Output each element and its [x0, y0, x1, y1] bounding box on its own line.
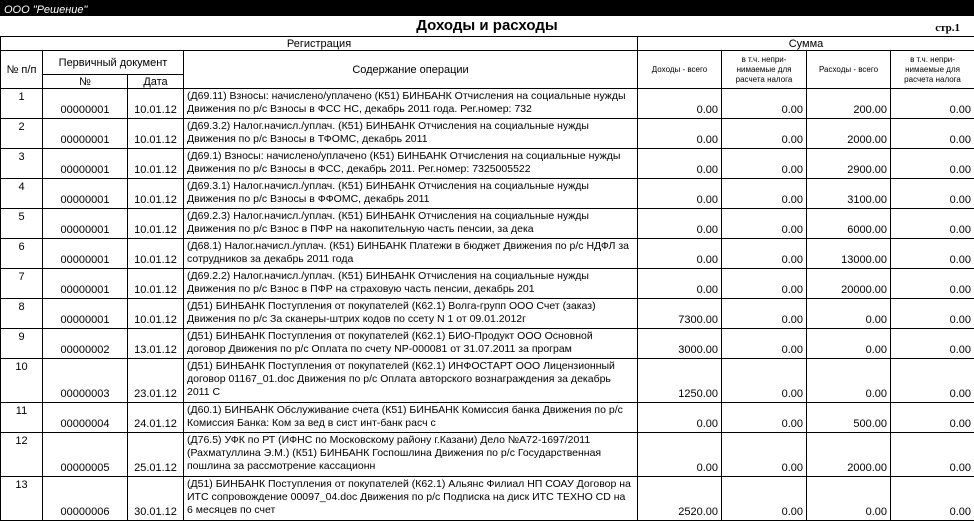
operation-description: (Д69.2.3) Налог.начисл./уплач. (К51) БИНБАНК Отчисления на социальные нужды Движения по р/с Взнос в ПФР на накопительную часть пенсии, за дека [184, 209, 638, 239]
header-expense-nonaccepted: в т.ч. непри- нимаемые для расчета налога [891, 51, 974, 89]
header-content: Содержание операции [184, 51, 638, 89]
income-nonaccepted: 0.00 [722, 149, 807, 179]
income-nonaccepted: 0.00 [722, 299, 807, 329]
table-row [1, 209, 974, 239]
doc-number: 00000005 [43, 433, 128, 477]
doc-date: 10.01.12 [128, 299, 184, 329]
doc-number: 00000001 [43, 239, 128, 269]
expense-total: 3100.00 [807, 179, 891, 209]
row-number: 10 [1, 359, 43, 403]
row-number: 12 [1, 433, 43, 477]
expense-total: 13000.00 [807, 239, 891, 269]
expense-nonaccepted: 0.00 [891, 209, 974, 239]
row-number: 13 [1, 477, 43, 521]
income-nonaccepted: 0.00 [722, 477, 807, 521]
income-nonaccepted: 0.00 [722, 209, 807, 239]
expense-nonaccepted: 0.00 [891, 269, 974, 299]
table-row [1, 179, 974, 209]
operation-description: (Д51) БИНБАНК Поступления от покупателей (К62.1) Альянс Филиал НП СОАУ Договор на ИТС сопровождение 00097_04.doc Движения по р/с Подписка на диск ИТС ТЕХНО CD на 6 месяцев по счет [184, 477, 638, 521]
operation-description: (Д51) БИНБАНК Поступления от покупателей (К62.1) Волга-групп ООО Счет (заказ) Движения по р/с За сканеры-штрих кодов по ссету N 1 от 09.01.2012г [184, 299, 638, 329]
doc-date: 10.01.12 [128, 269, 184, 299]
expense-nonaccepted: 0.00 [891, 149, 974, 179]
expense-total: 2000.00 [807, 119, 891, 149]
expense-nonaccepted: 0.00 [891, 329, 974, 359]
operation-description: (Д51) БИНБАНК Поступления от покупателей (К62.1) БИО-Продукт ООО Основной договор Движения по р/с Оплата по счету NP-000081 от 31.07.2011 за програм [184, 329, 638, 359]
income-total: 0.00 [638, 239, 722, 269]
income-nonaccepted: 0.00 [722, 269, 807, 299]
income-total: 7300.00 [638, 299, 722, 329]
doc-number: 00000001 [43, 269, 128, 299]
row-number: 8 [1, 299, 43, 329]
income-nonaccepted: 0.00 [722, 359, 807, 403]
expense-total: 6000.00 [807, 209, 891, 239]
page-number: стр.1 [935, 22, 960, 34]
expense-total: 20000.00 [807, 269, 891, 299]
operation-description: (Д51) БИНБАНК Поступления от покупателей (К62.1) ИНФОСТАРТ ООО Лицензионный договор 01167_01.doc Движения по р/с Оплата авторского вознаграждения за декабрь 2011 С [184, 359, 638, 403]
income-total: 0.00 [638, 433, 722, 477]
header-expense-total: Расходы - всего [807, 51, 891, 89]
table-row [1, 299, 974, 329]
header-date: Дата [128, 75, 184, 89]
operation-description: (Д69.1) Взносы: начислено/уплачено (К51) БИНБАНК Отчисления на социальные нужды Движения по р/с Взносы в ФСС, декабрь 2011. Рег.номер: 7325005522 [184, 149, 638, 179]
doc-date: 10.01.12 [128, 179, 184, 209]
doc-date: 10.01.12 [128, 149, 184, 179]
operation-description: (Д69.3.1) Налог.начисл./уплач. (К51) БИНБАНК Отчисления на социальные нужды Движения по р/с Взносы в ФФОМС, декабрь 2011 [184, 179, 638, 209]
income-total: 0.00 [638, 179, 722, 209]
income-nonaccepted: 0.00 [722, 89, 807, 119]
income-nonaccepted: 0.00 [722, 239, 807, 269]
row-number: 7 [1, 269, 43, 299]
expense-nonaccepted: 0.00 [891, 299, 974, 329]
expense-nonaccepted: 0.00 [891, 403, 974, 433]
operation-description: (Д60.1) БИНБАНК Обслуживание счета (К51) БИНБАНК Комиссия банка Движения по р/с Комиссия Банка: Ком за вед в сист инт-банк расч с [184, 403, 638, 433]
row-number: 11 [1, 403, 43, 433]
header-primary-doc: Первичный документ [43, 51, 184, 75]
row-number: 3 [1, 149, 43, 179]
income-total: 3000.00 [638, 329, 722, 359]
doc-date: 13.01.12 [128, 329, 184, 359]
operation-description: (Д76.5) УФК по РТ (ИФНС по Московскому району г.Казани) Дело №А72-1697/2011 (Рахматуллина Э.М.) (К51) БИНБАНК Госпошлина Движения по р/с Государственная пошлина за рассмотрение кассационн [184, 433, 638, 477]
expense-nonaccepted: 0.00 [891, 179, 974, 209]
expense-total: 500.00 [807, 403, 891, 433]
expense-total: 2000.00 [807, 433, 891, 477]
expense-nonaccepted: 0.00 [891, 89, 974, 119]
table-row [1, 403, 974, 433]
doc-date: 10.01.12 [128, 239, 184, 269]
income-nonaccepted: 0.00 [722, 179, 807, 209]
table-row [1, 433, 974, 477]
table-row [1, 477, 974, 521]
doc-number: 00000001 [43, 149, 128, 179]
income-total: 0.00 [638, 89, 722, 119]
income-nonaccepted: 0.00 [722, 433, 807, 477]
expense-total: 0.00 [807, 329, 891, 359]
table-row [1, 149, 974, 179]
doc-date: 25.01.12 [128, 433, 184, 477]
income-total: 0.00 [638, 209, 722, 239]
expense-nonaccepted: 0.00 [891, 477, 974, 521]
expense-total: 200.00 [807, 89, 891, 119]
expense-total: 0.00 [807, 299, 891, 329]
expense-total: 2900.00 [807, 149, 891, 179]
income-total: 0.00 [638, 269, 722, 299]
header-sum: Сумма [638, 37, 974, 51]
doc-date: 24.01.12 [128, 403, 184, 433]
income-nonaccepted: 0.00 [722, 329, 807, 359]
company-name: ООО "Решение" [0, 4, 87, 16]
doc-date: 23.01.12 [128, 359, 184, 403]
doc-date: 10.01.12 [128, 119, 184, 149]
row-number: 2 [1, 119, 43, 149]
doc-number: 00000002 [43, 329, 128, 359]
expense-total: 0.00 [807, 477, 891, 521]
table-row [1, 239, 974, 269]
page-title: Доходы и расходы [0, 16, 974, 36]
operation-description: (Д69.3.2) Налог.начисл./уплач. (К51) БИНБАНК Отчисления на социальные нужды Движения по р/с Взносы в ТФОМС, декабрь 2011 [184, 119, 638, 149]
header-income-nonaccepted: в т.ч. непри- нимаемые для расчета налога [722, 51, 807, 89]
expense-nonaccepted: 0.00 [891, 359, 974, 403]
table-row [1, 119, 974, 149]
table-row [1, 329, 974, 359]
doc-number: 00000001 [43, 89, 128, 119]
doc-number: 00000003 [43, 359, 128, 403]
operation-description: (Д69.2.2) Налог.начисл./уплач. (К51) БИНБАНК Отчисления на социальные нужды Движения по р/с Взнос в ПФР на страховую часть пенсии, декабрь 201 [184, 269, 638, 299]
header-income-total: Доходы - всего [638, 51, 722, 89]
income-total: 0.00 [638, 119, 722, 149]
expense-nonaccepted: 0.00 [891, 433, 974, 477]
doc-number: 00000006 [43, 477, 128, 521]
company-bar [0, 0, 974, 16]
doc-number: 00000001 [43, 209, 128, 239]
header-doc-no: № [43, 75, 128, 89]
doc-number: 00000001 [43, 299, 128, 329]
row-number: 4 [1, 179, 43, 209]
title-row [0, 16, 974, 37]
expense-total: 0.00 [807, 359, 891, 403]
ledger-table [0, 36, 974, 521]
row-number: 1 [1, 89, 43, 119]
doc-number: 00000001 [43, 119, 128, 149]
income-total: 0.00 [638, 403, 722, 433]
income-nonaccepted: 0.00 [722, 403, 807, 433]
expense-nonaccepted: 0.00 [891, 119, 974, 149]
row-number: 5 [1, 209, 43, 239]
header-num: № п/п [1, 51, 43, 89]
header-registration: Регистрация [1, 37, 638, 51]
income-total: 1250.00 [638, 359, 722, 403]
doc-date: 30.01.12 [128, 477, 184, 521]
doc-date: 10.01.12 [128, 209, 184, 239]
table-row [1, 269, 974, 299]
expense-nonaccepted: 0.00 [891, 239, 974, 269]
ledger-rows [1, 89, 974, 521]
table-row [1, 89, 974, 119]
doc-number: 00000004 [43, 403, 128, 433]
doc-date: 10.01.12 [128, 89, 184, 119]
operation-description: (Д69.11) Взносы: начислено/уплачено (К51) БИНБАНК Отчисления на социальные нужды Движения по р/с Взносы в ФСС НС, декабрь 2011 года. Рег.номер: 732 [184, 89, 638, 119]
income-total: 0.00 [638, 149, 722, 179]
table-row [1, 359, 974, 403]
income-nonaccepted: 0.00 [722, 119, 807, 149]
row-number: 6 [1, 239, 43, 269]
income-total: 2520.00 [638, 477, 722, 521]
operation-description: (Д68.1) Налог.начисл./уплач. (К51) БИНБАНК Платежи в бюджет Движения по р/с НДФЛ за сотрудников за декабрь 2011 года [184, 239, 638, 269]
doc-number: 00000001 [43, 179, 128, 209]
row-number: 9 [1, 329, 43, 359]
